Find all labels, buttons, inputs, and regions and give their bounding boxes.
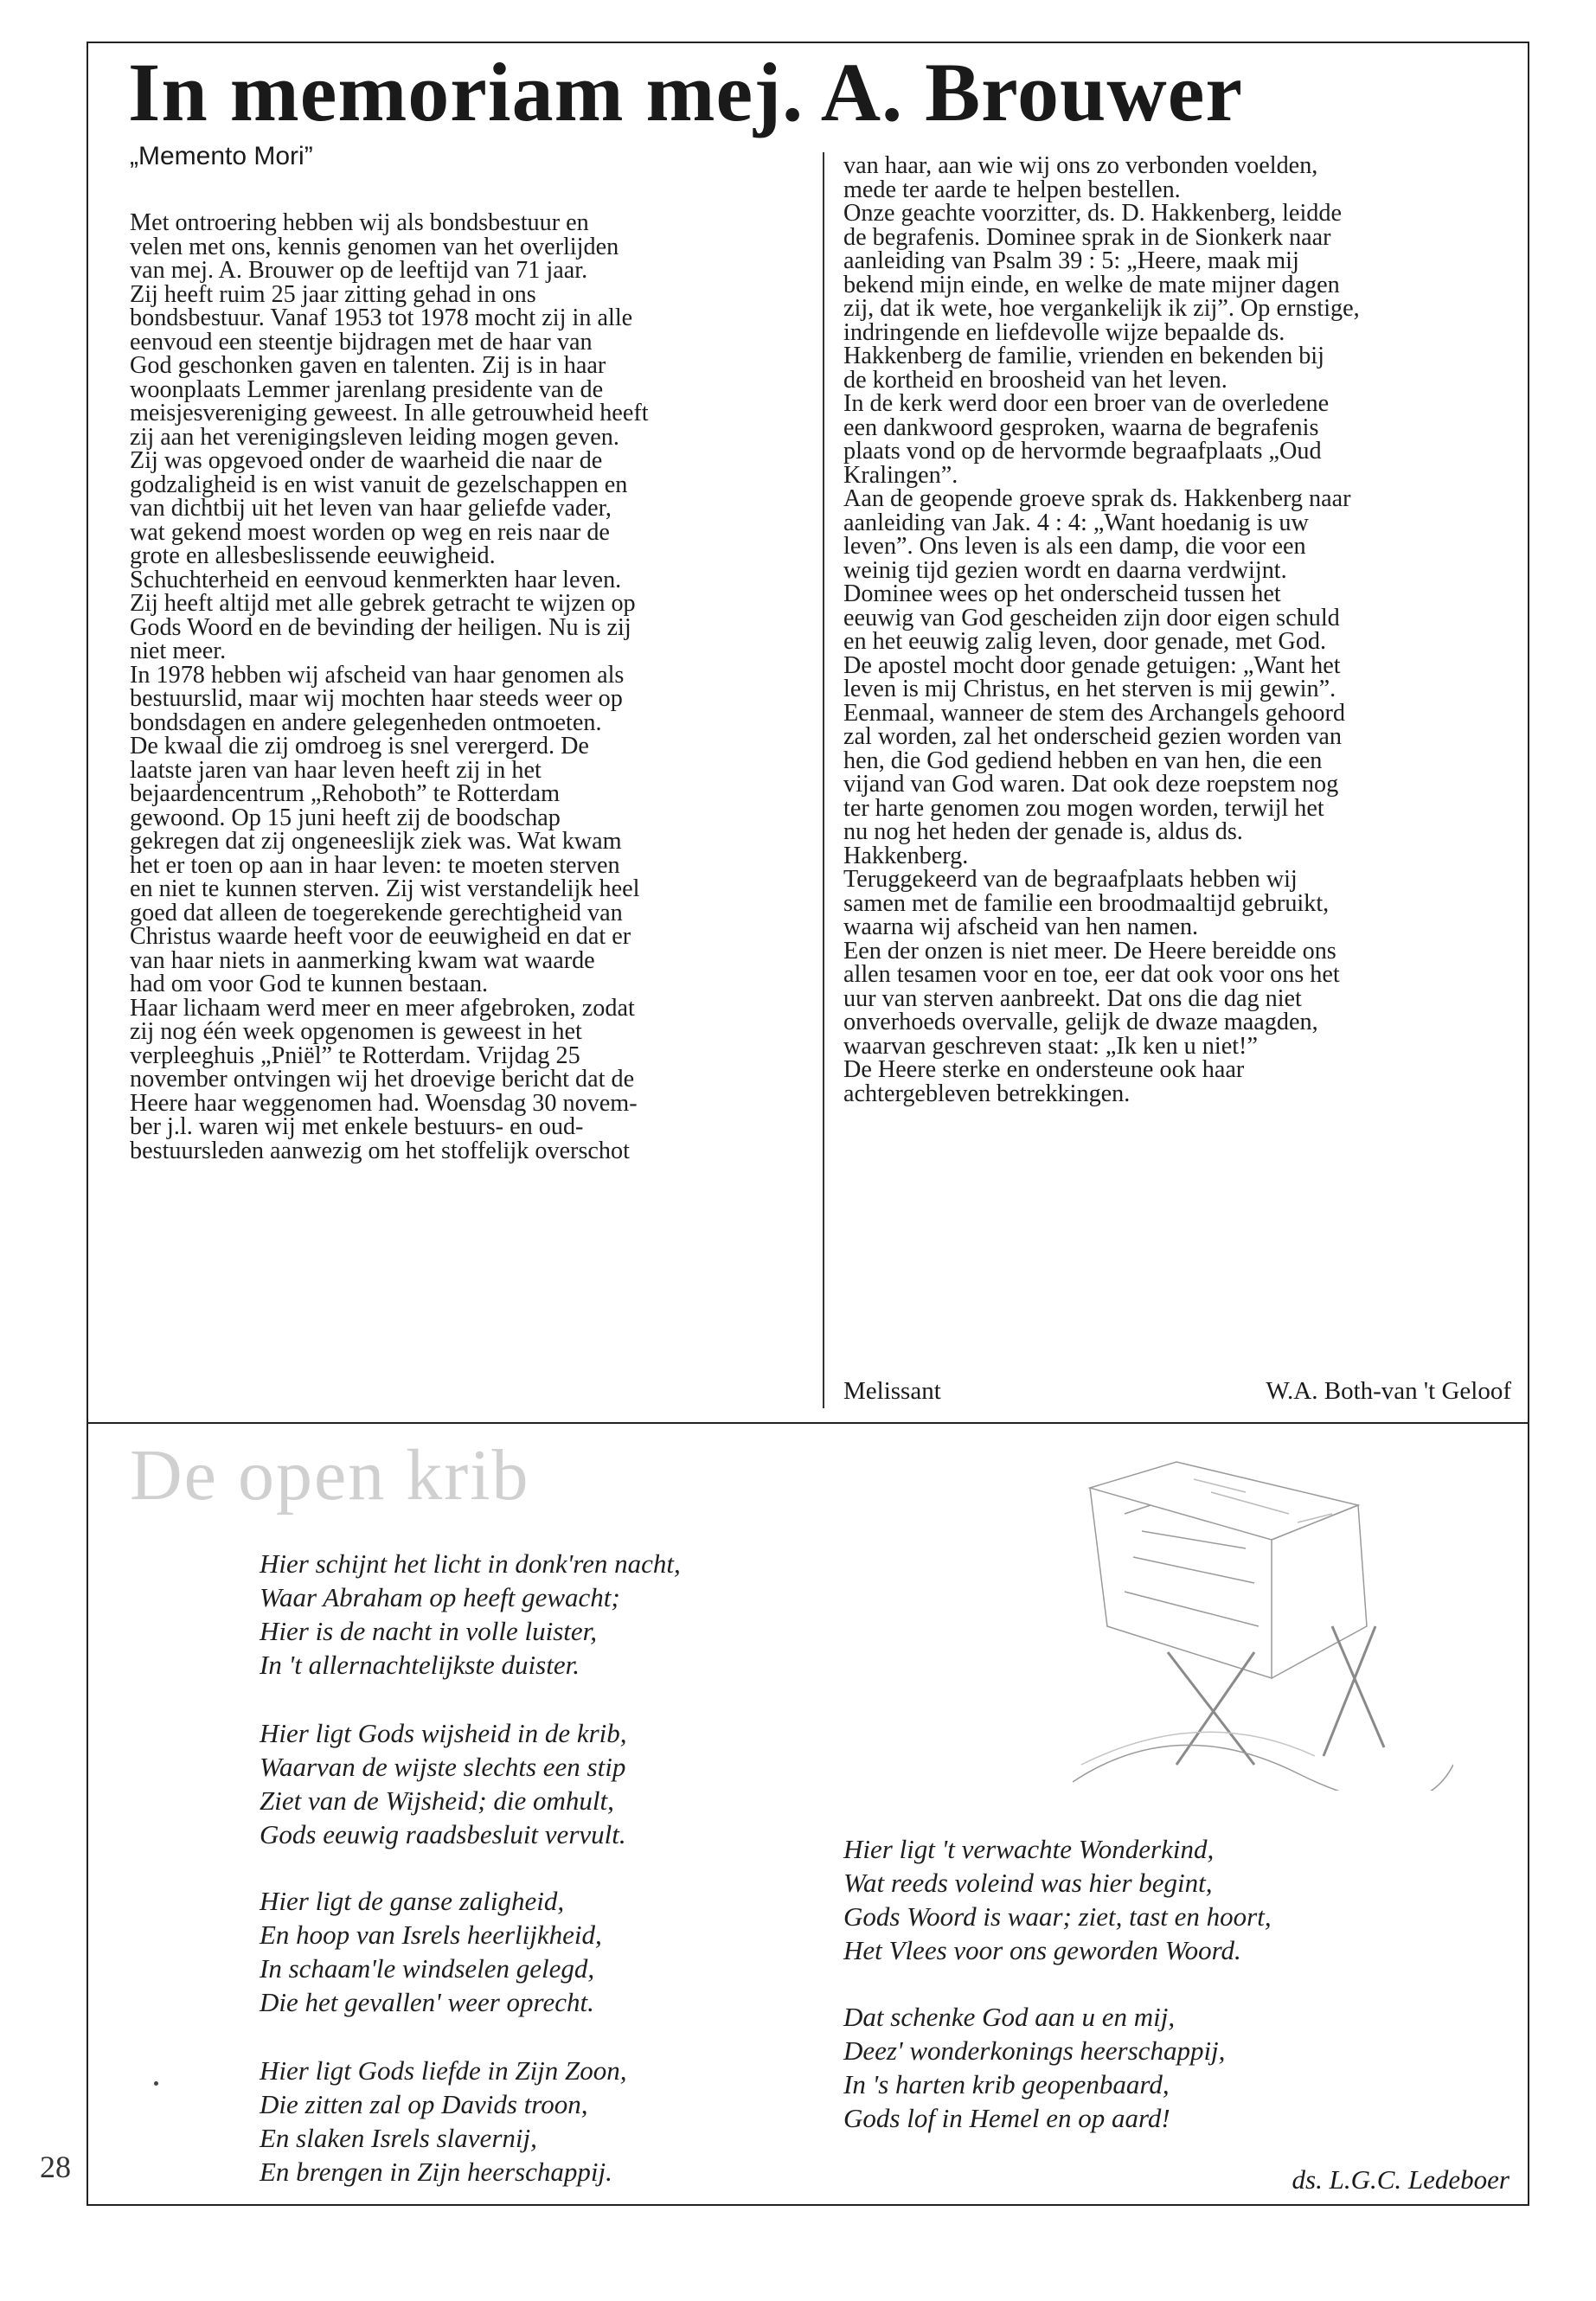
text-line: laatste jaren van haar leven heeft zij in het [130, 756, 542, 784]
text-line: Teruggekeerd van de begraafplaats hebben wij [843, 866, 1298, 893]
text-line: woonplaats Lemmer jarenlang presidente van de [130, 375, 604, 403]
article-right-column [843, 154, 1509, 1106]
text-line: achtergebleven betrekkingen. [843, 1080, 1131, 1107]
poem-stanza-4 [260, 2054, 627, 2189]
poem-line: Waar Abraham op heeft gewacht; [260, 1582, 620, 1612]
signature-name: W.A. Both-van 't Geloof [1266, 1377, 1511, 1405]
text-line: Onze geachte voorzitter, ds. D. Hakkenberg, leidde [843, 200, 1342, 227]
poem-line: Het Vlees voor ons geworden Woord. [843, 1935, 1241, 1965]
text-line: goed dat alleen de toegerekende gerechtigheid van [130, 899, 623, 926]
poem-stanza-3 [260, 1884, 602, 2019]
stray-mark [154, 2081, 158, 2086]
poem-line: En slaken Isrels slavernij, [260, 2123, 537, 2153]
text-line: en niet te kunnen sterven. Zij wist verstandelijk heel [130, 875, 640, 902]
text-line: Een der onzen is niet meer. De Heere bereidde ons [843, 937, 1336, 965]
column-divider [823, 152, 824, 1408]
poem-line: Hier ligt Gods liefde in Zijn Zoon, [260, 2055, 627, 2086]
text-line: bestuurslid, maar wij mochten haar steeds weer op [130, 685, 623, 712]
page-number: 28 [40, 2150, 71, 2184]
text-line: Met ontroering hebben wij als bondsbestuur en [130, 209, 589, 236]
text-line: De kwaal die zij omdroeg is snel verergerd. De [130, 733, 589, 760]
poem-line: Hier ligt 't verwachte Wonderkind, [843, 1834, 1215, 1864]
text-line: vijand van God waren. Dat ook deze roepstem nog [843, 771, 1339, 798]
poem-line: In 't allernachtelijkste duister. [260, 1650, 580, 1680]
text-line: aanleiding van Psalm 39 : 5: „Heere, maak mij [843, 247, 1299, 274]
poem-stanza-5 [843, 1832, 1272, 1967]
text-line: hen, die God gediend hebben en van hen, die een [843, 747, 1323, 774]
text-line: Zij heeft altijd met alle gebrek getracht te wijzen op [130, 590, 636, 617]
text-line: Hakkenberg de familie, vrienden en bekenden bij [843, 343, 1324, 369]
text-line: van haar niets in aanmerking kwam wat waarde [130, 946, 595, 974]
poem-line: Hier schijnt het licht in donk'ren nacht, [260, 1548, 681, 1579]
text-line: het er toen op aan in haar leven: te moeten sterven [130, 851, 620, 879]
article-title: In memoriam mej. A. Brouwer [128, 46, 1243, 138]
text-line: wat gekend moest worden op weg en reis naar de [130, 518, 610, 546]
text-line: de kortheid en broosheid van het leven. [843, 366, 1227, 394]
text-line: ter harte genomen zou mogen worden, terwijl het [843, 794, 1324, 822]
text-line: bondsdagen en andere gelegenheden ontmoeten. [130, 708, 602, 736]
text-line: Dominee wees op het onderscheid tussen het [843, 580, 1281, 607]
poem-line: En brengen in Zijn heerschappij. [260, 2157, 612, 2187]
text-line: nu nog het heden der genade is, aldus ds. [843, 818, 1243, 845]
text-line: van dichtbij uit het leven van haar geliefde vader, [130, 495, 612, 522]
poem-line: Gods eeuwig raadsbesluit vervult. [260, 1819, 626, 1849]
text-line: had om voor God te kunnen bestaan. [130, 971, 489, 997]
poem-line: Hier is de nacht in volle luister, [260, 1616, 598, 1646]
text-line: Schuchterheid en eenvoud kenmerkten haar leven. [130, 566, 622, 593]
text-line: meisjesvereniging geweest. In alle getrouwheid heeft [130, 400, 649, 426]
text-line: verpleeghuis „Pniël” te Rotterdam. Vrijdag 25 [130, 1042, 580, 1069]
text-line: De Heere sterke en ondersteune ook haar [843, 1056, 1245, 1083]
text-line: allen tesamen voor en toe, eer dat ook voor ons het [843, 961, 1340, 988]
text-line: samen met de familie een broodmaaltijd gebruikt, [843, 889, 1330, 917]
text-line: Christus waarde heeft voor de eeuwigheid en dat er [130, 923, 631, 950]
text-line: zal worden, zal het onderscheid gezien worden van [843, 723, 1343, 750]
text-line: In 1978 hebben wij afscheid van haar genomen als [130, 661, 625, 689]
text-line: indringende en liefdevolle wijze bepaalde ds. [843, 318, 1285, 346]
text-line: mede ter aarde te helpen bestellen. [843, 176, 1181, 203]
text-line: waarna wij afscheid van hen namen. [843, 913, 1199, 940]
text-line: velen met ons, kennis genomen van het overlijden [130, 233, 619, 260]
text-line: bondsbestuur. Vanaf 1953 tot 1978 mocht zij in alle [130, 304, 633, 331]
text-line: In de kerk werd door een broer van de overledene [843, 390, 1330, 417]
text-line: van mej. A. Brouwer op de leeftijd van 71 jaar. [130, 257, 588, 284]
text-line: Eenmaal, wanneer de stem des Archangels gehoord [843, 699, 1345, 727]
text-line: godzaligheid is en wist vanuit de gezelschappen en [130, 471, 628, 498]
poem-line: En hoop van Isrels heerlijkheid, [260, 1920, 602, 1950]
text-line: De apostel mocht door genade getuigen: „Want het [843, 651, 1341, 679]
text-line: waarvan geschreven staat: „Ik ken u niet!” [843, 1032, 1258, 1060]
text-line: Zij heeft ruim 25 jaar zitting gehad in ons [130, 280, 536, 308]
text-line: bejaardencentrum „Rehoboth” te Rotterdam [130, 780, 560, 807]
text-line: onverhoeds overvalle, gelijk de dwaze maagden, [843, 1009, 1318, 1035]
poem-line: Deez' wonderkonings heerschappij, [843, 2035, 1226, 2066]
text-line: zij nog één week opgenomen is geweest in het [130, 1018, 582, 1045]
text-line: gekregen dat zij ongeneeslijk ziek was. Wat kwam [130, 828, 622, 855]
poem-title: De open krib [130, 1435, 530, 1516]
text-line: een dankwoord gesproken, waarna de begrafenis [843, 413, 1319, 441]
text-line: Hakkenberg. [843, 842, 969, 869]
poem-line: Waarvan de wijste slechts een stip [260, 1752, 626, 1782]
text-line: God geschonken gaven en talenten. Zij is in haar [130, 352, 606, 379]
text-line: eeuwig van God gescheiden zijn door eigen schuld [843, 604, 1340, 631]
text-line: uur van sterven aanbreekt. Dat ons die dag niet [843, 984, 1302, 1012]
text-line: bestuursleden aanwezig om het stoffelijk overschot [130, 1137, 630, 1164]
poem-line: In 's harten krib geopenbaard, [843, 2069, 1170, 2099]
text-line: eenvoud een steentje bijdragen met de haar van [130, 328, 593, 356]
poem-line: Die het gevallen' weer oprecht. [260, 1987, 594, 2017]
text-line: bekend mijn einde, en welke de mate mijner dagen [843, 271, 1340, 298]
text-line: de begrafenis. Dominee sprak in de Sionkerk naar [843, 223, 1331, 251]
text-line: leven is mij Christus, en het sterven is mij gewin”. [843, 676, 1336, 702]
text-line: grote en allesbeslissende eeuwigheid. [130, 542, 496, 569]
article-left-column [130, 211, 804, 1163]
article-subtitle: „Memento Mori” [130, 142, 313, 170]
text-line: Zij was opgevoed onder de waarheid die naar de [130, 447, 603, 474]
text-line: Haar lichaam werd meer en meer afgebroken, zodat [130, 994, 635, 1022]
text-line: leven”. Ons leven is als een damp, die voor een [843, 533, 1306, 560]
poem-stanza-2 [260, 1716, 627, 1851]
poem-line: In schaam'le windselen gelegd, [260, 1953, 595, 1984]
poem-line: Hier ligt Gods wijsheid in de krib, [260, 1718, 627, 1748]
poem-line: Die zitten zal op Davids troon, [260, 2089, 588, 2119]
poem-line: Wat reeds voleind was hier begint, [843, 1868, 1213, 1898]
text-line: niet meer. [130, 638, 227, 664]
text-line: november ontvingen wij het droevige bericht dat de [130, 1066, 635, 1093]
signature-place: Melissant [843, 1377, 941, 1405]
text-line: zij, dat ik wete, hoe vergankelijk ik zij”. Op ernstige, [843, 295, 1360, 322]
poem-author: ds. L.G.C. Ledeboer [1292, 2164, 1509, 2195]
poem-line: Ziet van de Wijsheid; die omhult, [260, 1785, 614, 1816]
poem-line: Gods lof in Hemel en op aard! [843, 2103, 1170, 2133]
poem-line: Hier ligt de ganse zaligheid, [260, 1886, 565, 1916]
poem-line: Gods Woord is waar; ziet, tast en hoort, [843, 1901, 1272, 1932]
text-line: weinig tijd gezien wordt en daarna verdwijnt. [843, 556, 1287, 584]
poem-stanza-1 [260, 1547, 681, 1682]
poem-stanza-6 [843, 2000, 1225, 2135]
text-line: van haar, aan wie wij ons zo verbonden voelden, [843, 152, 1318, 179]
text-line: en het eeuwig zalig leven, door genade, met God. [843, 628, 1327, 655]
poem-line: Dat schenke God aan u en mij, [843, 2002, 1176, 2032]
text-line: gewoond. Op 15 juni heeft zij de boodschap [130, 804, 561, 831]
text-line: Kralingen”. [843, 461, 958, 489]
text-line: ber j.l. waren wij met enkele bestuurs- en oud- [130, 1113, 584, 1140]
text-line: Aan de geopende groeve sprak ds. Hakkenberg naar [843, 485, 1351, 512]
text-line: Gods Woord en de bevinding der heiligen. Nu is zij [130, 613, 631, 641]
text-line: plaats vond op de hervormde begraafplaats „Oud [843, 438, 1322, 465]
text-line: Heere haar weggenomen had. Woensdag 30 novem- [130, 1089, 638, 1117]
manger-illustration [1073, 1453, 1453, 1791]
text-line: zij aan het verenigingsleven leiding mogen geven. [130, 423, 619, 451]
text-line: aanleiding van Jak. 4 : 4: „Want hoedanig is uw [843, 509, 1309, 536]
